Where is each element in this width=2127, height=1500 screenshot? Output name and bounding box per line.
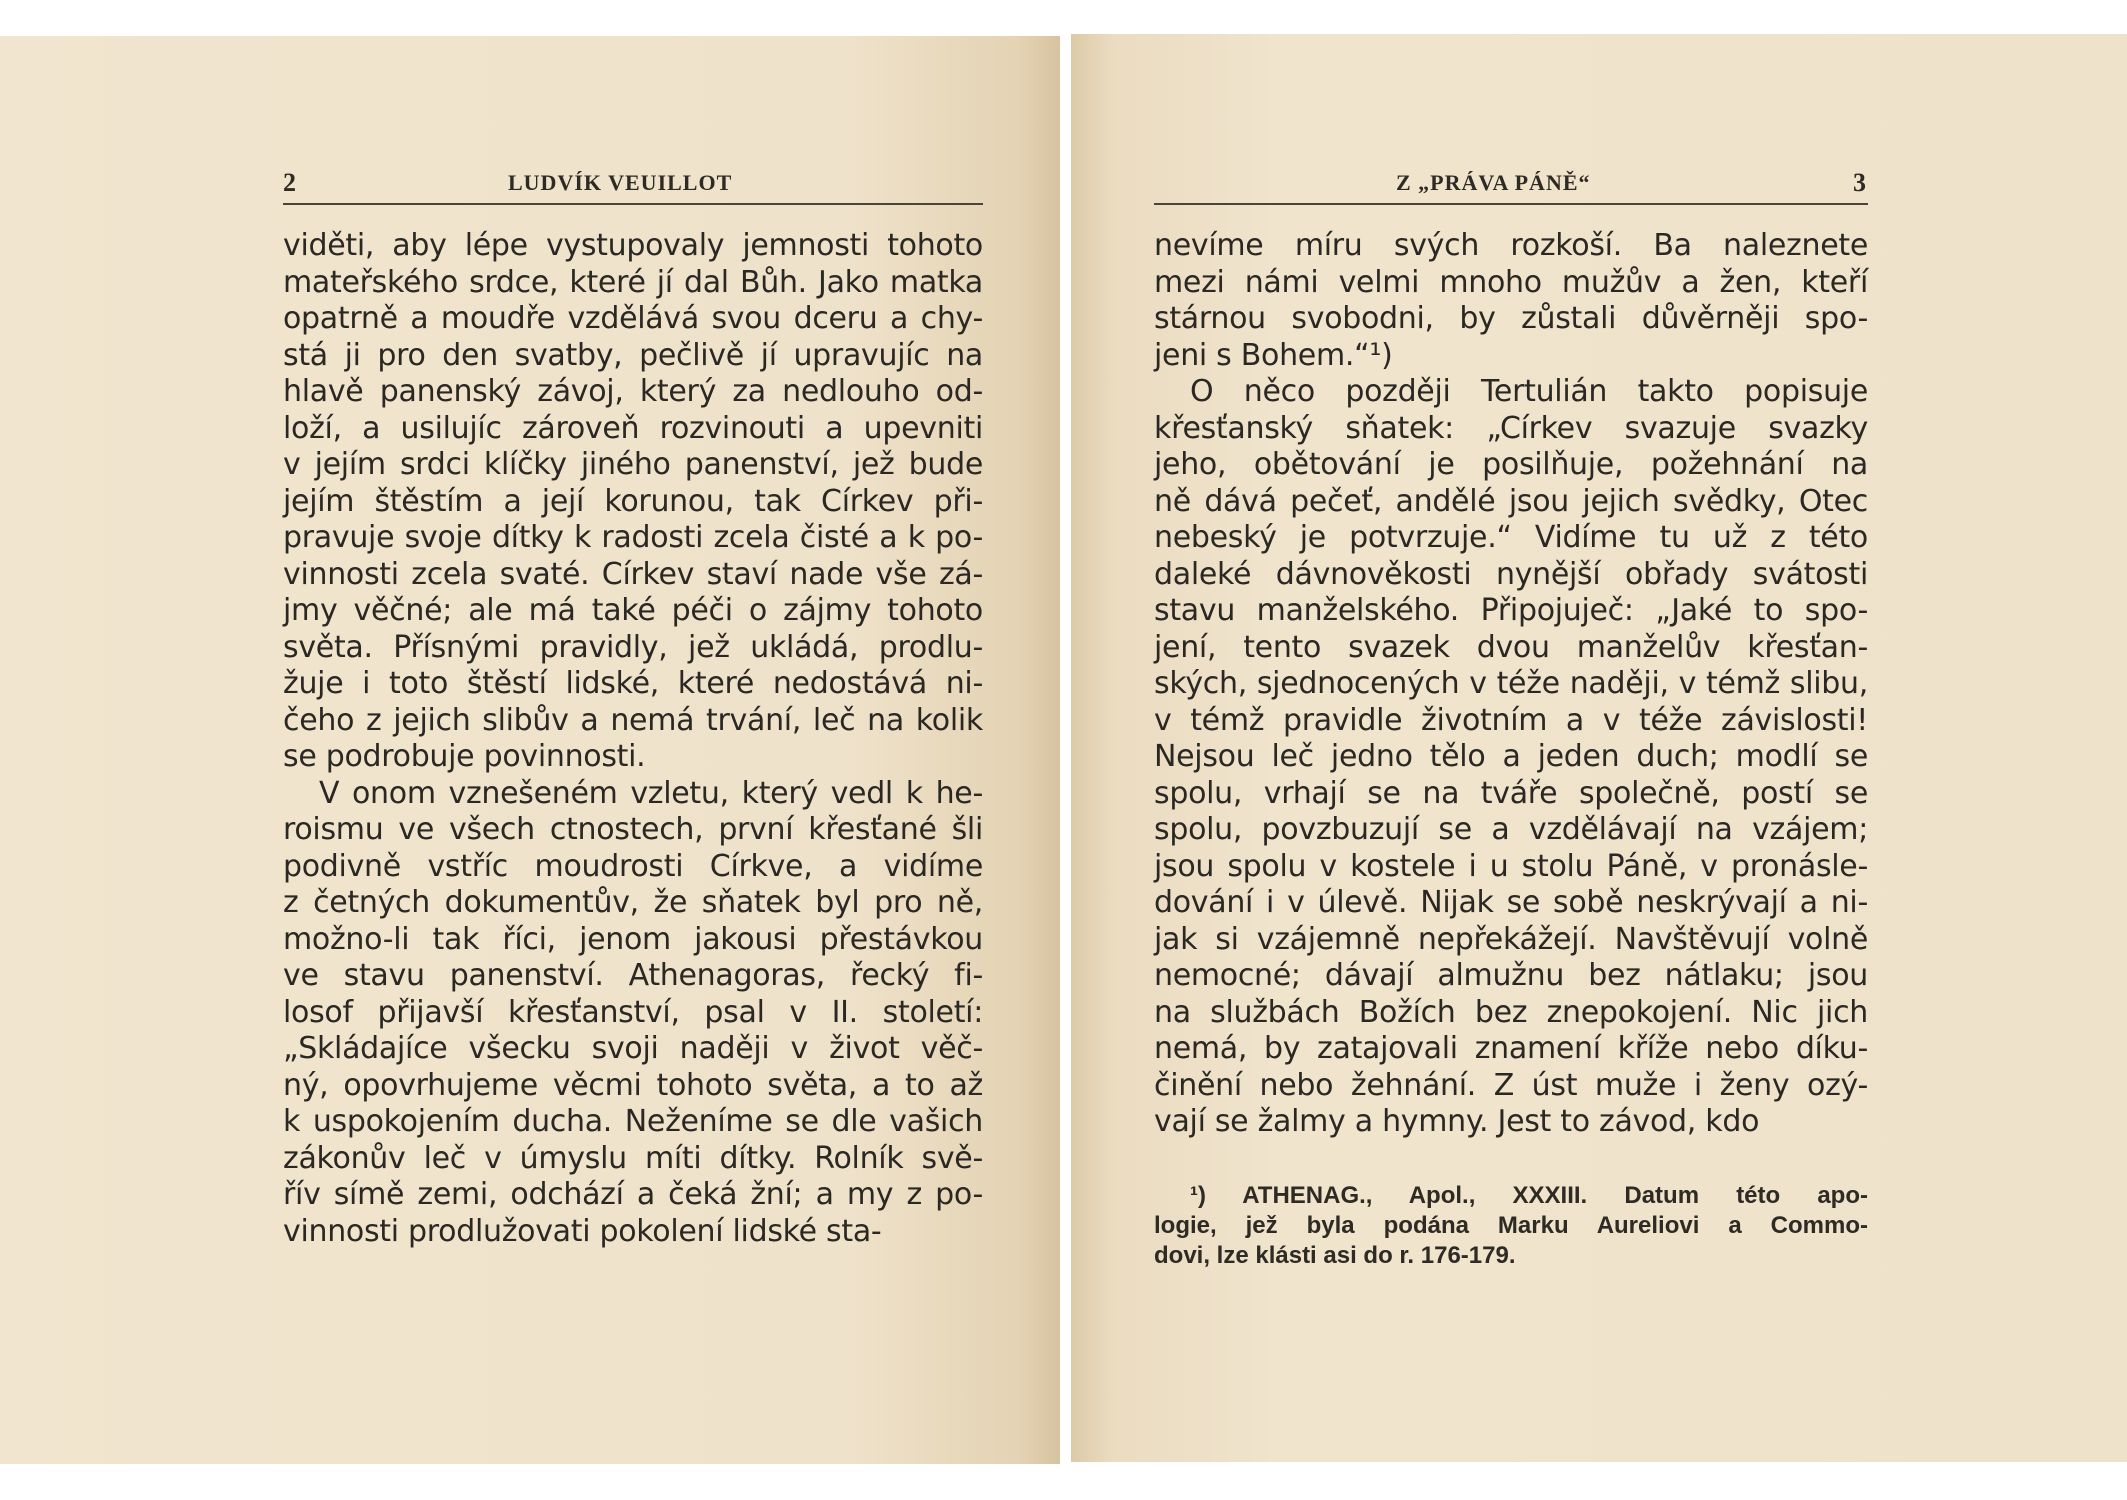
text-line: jení, tento svazek dvou manželův křesťan- [1154,629,1868,665]
text-line: daleké dávnověkosti nynější obřady svátosti [1154,556,1868,592]
text-line: v témž pravidle životním a v téže závislosti! [1154,702,1868,738]
text-line: čeho z jejich slibův a nemá trvání, leč na kolik [283,702,983,738]
text-line: opatrně a moudře vzdělává svou dceru a chy- [283,301,983,336]
text-line: logie, jež byla podána Marku Aureliovi a Commo- [1154,1212,1868,1239]
text-line: se podrobuje povinnosti. [283,739,646,774]
text-line: loží, a usilujíc zároveň rozvinouti a upevniti [283,410,983,446]
text-line: losof přijavší křesťanství, psal v II. století: [283,994,983,1030]
text-line: jak si vzájemně nepřekážejí. Navštěvují volně [1154,921,1868,957]
text-line: dovi, lze klásti asi do r. 176-179. [1154,1242,1516,1269]
right-running-head [1071,164,2127,200]
text-line: dování i v úlevě. Nijak se sobě neskrývají a ni- [1154,885,1868,920]
right-footnote [1154,1181,1868,1271]
text-line: jeni s Bohem.“¹) [1154,337,1393,373]
text-line: V onom vznešeném vzletu, který vedl k he- [319,775,983,811]
text-line: ný, opovrhujeme věcmi tohoto světa, a to až [283,1067,983,1103]
text-line: podivně vstříc moudrosti Církve, a vidíme [283,848,983,884]
left-paragraph-2 [283,776,983,1251]
text-line: pravuje svoje dítky k radosti zcela čisté a k po- [283,520,983,555]
text-line: stárnou svobodni, by zůstali důvěrněji spo- [1154,301,1868,336]
right-body-text [1154,228,1868,1141]
left-running-title: LUDVÍK VEUILLOT [508,170,733,195]
text-line: činění nebo žehnání. Z úst muže i ženy ozý- [1154,1067,1868,1103]
text-line: jeho, obětování je posilňuje, požehnání na [1154,447,1868,482]
text-line: nebeský je potvrzuje.“ Vidíme tu už z této [1154,520,1868,555]
text-line: křesťanský sňatek: „Církev svazuje svazky [1154,410,1868,446]
text-line: spolu, vrhají se na tváře společně, postí se [1154,775,1868,811]
text-line: vinnosti zcela svaté. Církev staví nade vše zá- [283,556,983,592]
text-line: Nejsou leč jedno tělo a jeden duch; modlí se [1154,739,1868,774]
text-line: na službách Božích bez znepokojení. Nic jich [1154,994,1868,1030]
text-line: O něco později Tertulián takto popisuje [1190,374,1868,409]
text-line: roismu ve všech ctnostech, první křesťané šli [283,812,983,847]
right-page [1071,34,2127,1462]
text-line: vinnosti prodlužovati pokolení lidské sta- [283,1213,882,1249]
left-page-number: 2 [283,168,296,197]
text-line: hlavě panenský závoj, který za nedlouho od- [283,374,983,409]
right-paragraph-1 [1154,228,1868,374]
text-line: ských, sjednocených v téže naději, v témž slibu, [1154,666,1868,701]
text-line: řív símě zemi, odchází a čeká žní; a my z po- [283,1177,983,1212]
right-running-title: Z „PRÁVA PÁNĚ“ [1396,170,1591,195]
text-line: nemocné; dávají almužnu bez nátlaku; jsou [1154,958,1868,993]
text-line: jsou spolu v kostele i u stolu Páně, v pronásle- [1154,848,1868,884]
text-line: ¹) ATHENAG., Apol., XXXIII. Datum této apo- [1190,1182,1868,1209]
right-page-number: 3 [1853,168,1866,197]
text-line: „Skládajíce všecku svoji naději v život věč- [283,1031,983,1066]
text-line: viděti, aby lépe vystupovaly jemnosti tohoto [283,228,983,263]
left-paragraph-1 [283,228,983,776]
text-line: spolu, povzbuzují se a vzdělávají na vzájem; [1154,812,1868,847]
text-line: možno-li tak říci, jenom jakousi přestávkou [283,921,983,957]
text-line: z četných dokumentův, že sňatek byl pro ně, [283,885,983,920]
text-line: nevíme míru svých rozkoší. Ba naleznete [1154,228,1868,263]
text-line: mateřského srdce, které jí dal Bůh. Jako matka [283,264,983,300]
left-page [0,36,1060,1464]
text-line: žuje i toto štěstí lidské, které nedostává ni- [283,666,983,701]
left-running-head [0,164,1060,200]
left-header-rule [283,203,983,205]
text-line: stavu manželského. Připojuječ: „Jaké to spo- [1154,593,1868,628]
right-paragraph-2 [1154,374,1868,1141]
text-line: jejím štěstím a její korunou, tak Církev při- [283,483,983,519]
text-line: v jejím srdci klíčky jiného panenství, jež bude [283,447,983,482]
text-line: jmy věčné; ale má také péči o zájmy tohoto [283,593,983,628]
text-line: stá ji pro den svatby, pečlivě jí upravujíc na [283,337,983,373]
text-line: mezi námi velmi mnoho mužův a žen, kteří [1154,264,1868,300]
text-line: vají se žalmy a hymny. Jest to závod, kdo [1154,1104,1760,1139]
text-line: ně dává pečeť, andělé jsou jejich svědky, Otec [1154,483,1868,519]
left-body-text [283,228,983,1250]
text-line: světa. Přísnými pravidly, jež ukládá, prodlu- [283,629,983,665]
right-header-rule [1154,203,1868,205]
text-line: nemá, by zatajovali znamení kříže nebo díku- [1154,1031,1868,1066]
text-line: ve stavu panenství. Athenagoras, řecký fi- [283,958,983,993]
text-line: zákonův leč v úmyslu míti dítky. Rolník svě- [283,1140,983,1176]
text-line: k uspokojením ducha. Neženíme se dle vašich [283,1104,983,1139]
